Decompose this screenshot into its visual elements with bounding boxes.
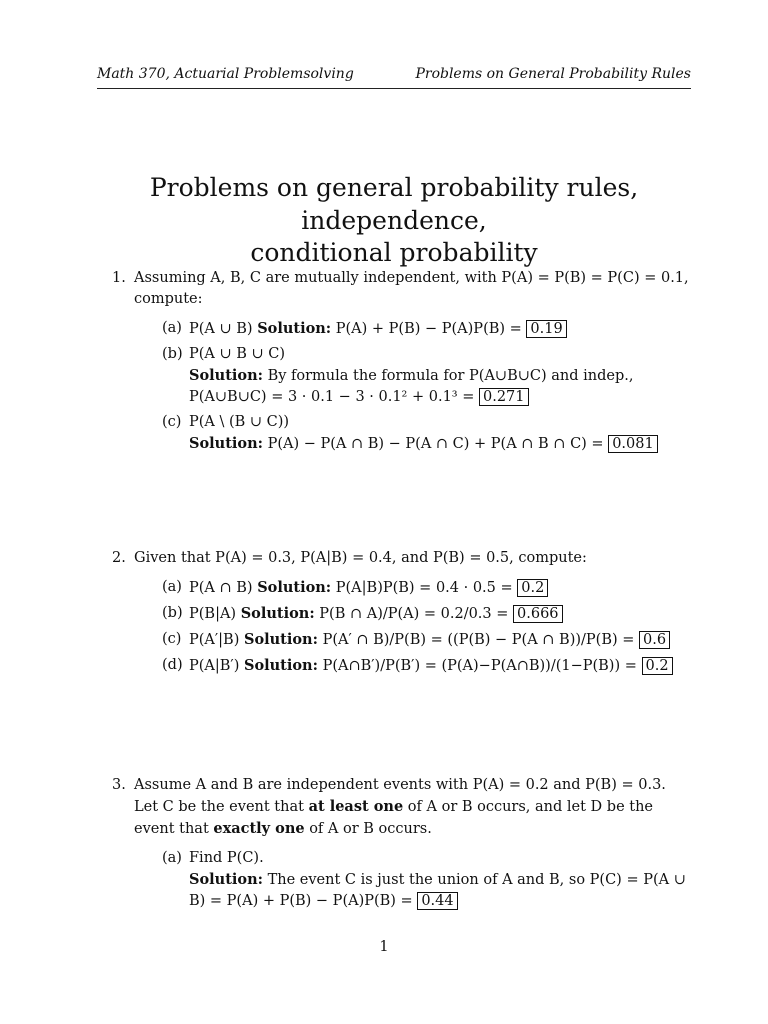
problem-1-part-b [162,344,691,408]
solution-text: P(A∩B′)/P(B′) = (P(A)−P(A∩B))/(1−P(B)) = [322,658,637,675]
problem-1 [112,268,691,459]
solution-label: Solution: [189,367,263,385]
boxed-answer: 0.2 [642,657,673,675]
part-label: (a) [162,320,182,337]
solution-label: Solution: [189,435,263,453]
part-question: P(A \ (B ∪ C)) [189,414,290,431]
part-question: P(A ∪ B) [189,321,253,338]
problem-number: 2. [112,550,126,566]
solution-text: By formula the formula for P(A∪B∪C) and indep., P(A∪B∪C) = 3 · 0.1 − 3 · 0.1² + 0.1³ = [189,368,634,406]
part-question: P(A ∪ B ∪ C) [189,346,286,363]
header-topic: Problems on General Probability Rules [415,66,691,82]
statement-emphasis: exactly one [213,820,305,838]
problem-3 [112,775,691,916]
boxed-answer: 0.666 [513,605,563,623]
solution-text: P(A|B)P(B) = 0.4 · 0.5 = [335,580,513,597]
solution-text: P(A) + P(B) − P(A)P(B) = [335,321,522,338]
solution-text: The event C is just the union of A and B, so P(C) = P(A ∪ B) = P(A) + P(B) − P(A)P(B) = [189,872,686,910]
part-label: (b) [162,605,183,622]
part-label: (b) [162,346,183,363]
header-course: Math 370, Actuarial Problemsolving [97,66,354,82]
title-line-1: Problems on general probability rules, independence, [149,173,639,235]
problem-2-part-d [162,655,691,677]
problem-2-part-c [162,629,691,651]
problem-2-part-a [162,577,691,599]
problem-2-part-b [162,603,691,625]
problem-number: 3. [112,777,126,793]
problem-1-part-a [162,318,691,340]
solution-text: P(A) − P(A ∩ B) − P(A ∩ C) + P(A ∩ B ∩ C) = [267,436,604,453]
solution-text: P(A′ ∩ B)/P(B) = ((P(B) − P(A ∩ B))/P(B) = [322,632,635,649]
problem-2 [112,548,691,681]
part-label: (a) [162,850,182,867]
problem-statement [134,775,691,840]
problem-1-part-c [162,412,691,455]
part-question: P(A|B′) [189,658,240,675]
boxed-answer: 0.44 [417,892,457,910]
part-label: (c) [162,631,182,648]
statement-text: Assume A and B are independent events with P(A) = 0.2 and P(B) = 0.3. Let C be the event that [134,777,666,816]
boxed-answer: 0.19 [526,320,566,338]
boxed-answer: 0.6 [639,631,670,649]
solution-label: Solution: [257,579,332,597]
problem-number: 1. [112,270,126,286]
running-header [97,64,691,89]
problem-statement: Assuming A, B, C are mutually independent, with P(A) = P(B) = P(C) = 0.1, compute: [134,270,689,308]
part-question: P(A ∩ B) [189,580,253,597]
part-label: (d) [162,657,183,674]
part-question: P(B|A) [189,606,237,623]
solution-label: Solution: [240,605,315,623]
part-question: P(A′|B) [189,632,240,649]
page-number: 1 [379,939,389,955]
statement-emphasis: at least one [308,798,404,816]
part-question: Find P(C). [189,850,264,867]
boxed-answer: 0.2 [517,579,548,597]
solution-text: P(B ∩ A)/P(A) = 0.2/0.3 = [319,606,509,623]
problem-3-part-a [162,848,691,912]
title-line-2: conditional probability [250,238,538,267]
boxed-answer: 0.081 [608,435,658,453]
part-label: (a) [162,579,182,596]
page-title [60,172,728,270]
solution-label: Solution: [189,871,263,889]
statement-text: of A or B occurs, and let D be the event that [134,799,654,838]
problem-statement: Given that P(A) = 0.3, P(A|B) = 0.4, and P(B) = 0.5, compute: [134,550,587,566]
solution-label: Solution: [257,320,332,338]
solution-label: Solution: [243,657,318,675]
solution-label: Solution: [243,631,318,649]
boxed-answer: 0.271 [479,388,529,406]
statement-text: of A or B occurs. [309,821,432,838]
part-label: (c) [162,414,182,431]
